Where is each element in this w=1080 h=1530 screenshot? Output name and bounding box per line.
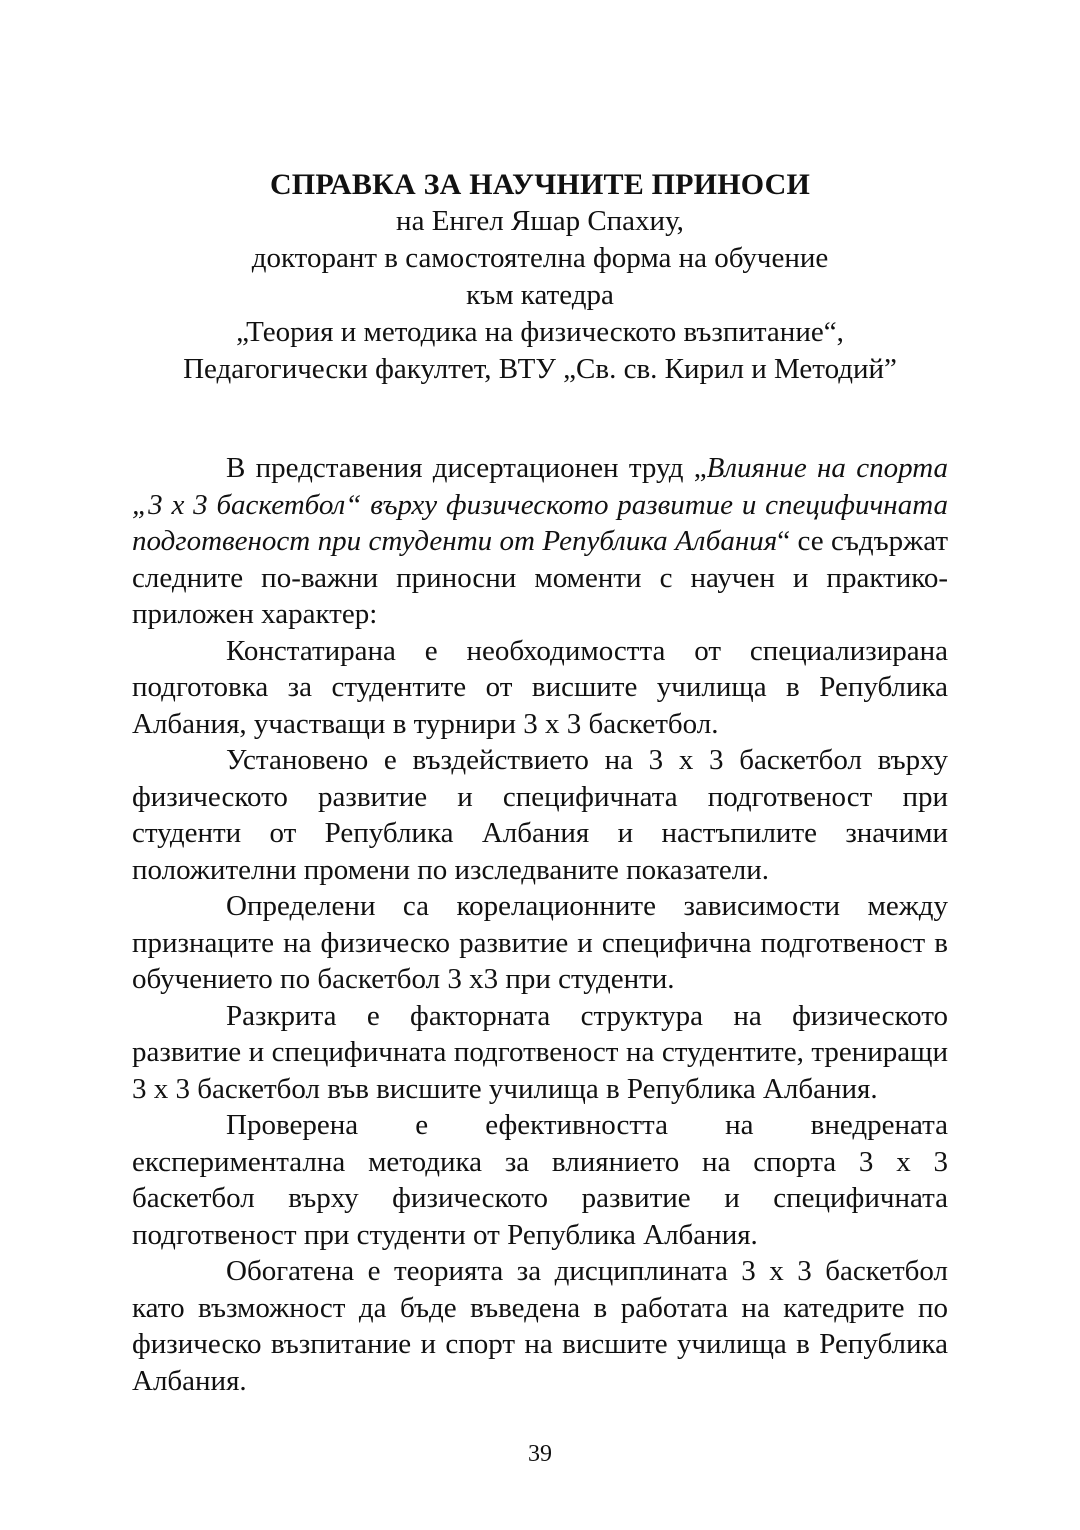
department-label-line: към катедра: [466, 279, 614, 311]
document-body: [132, 450, 948, 1399]
intro-tail: “ се съдържат следните по-важни приносни моменти с научен и практико-приложен характер:: [132, 525, 948, 630]
intro-lead: В представения дисертационен труд „: [226, 452, 707, 484]
contribution-paragraph: Разкрита е факторната структура на физическото развитие и специфичната подготвеност на студентите, трениращи 3 х 3 баскетбол във висшите училища в Република Албания.: [132, 999, 948, 1105]
contribution-paragraph: Констатирана е необходимостта от специализирана подготовка за студентите от висшите училища в Република Албания, участващи в турнири 3 х 3 баскетбол.: [132, 634, 948, 740]
contribution-paragraph: Проверена е ефективността на внедрената експериментална методика за влиянието на спорта 3 х 3 баскетбол върху физическото развитие и специфичната подготвеност при студенти от Република Албания.: [132, 1109, 948, 1251]
dissertation-title: Влияние на спорта „3 х 3 баскетбол“ върху физическото развитие и специфичната подготвеност при студенти от Република Албания: [132, 452, 948, 557]
page-number: 39: [528, 1441, 552, 1467]
author-line: на Енгел Яшар Спахиу,: [396, 205, 684, 237]
contribution-paragraph: Установено е въздействието на 3 х 3 баскетбол върху физическото развитие и специфичната подготвеност при студенти от Република Албания и настъпилите значими положителни промени по изследваните показатели.: [132, 744, 948, 886]
intro-paragraph: [132, 450, 948, 633]
department-name-line: „Теория и методика на физическото възпитание“,: [236, 316, 844, 348]
contribution-paragraph: Определени са корелационните зависимости между признаците на физическо развитие и специфична подготвеност в обучението по баскетбол 3 х3 при студенти.: [132, 890, 948, 995]
contribution-paragraph: Обогатена е теорията за дисциплината 3 х 3 баскетбол като възможност да бъде въведена в работата на катедрите по физическо възпитание и спорт на висшите училища в Република Албания.: [132, 1255, 948, 1397]
doctorate-form-line: докторант в самостоятелна форма на обучение: [251, 242, 829, 274]
document-header: [120, 166, 960, 388]
document-title: СПРАВКА ЗА НАУЧНИТЕ ПРИНОСИ: [269, 168, 811, 201]
faculty-university-line: Педагогически факултет, ВТУ „Св. св. Кирил и Методий”: [183, 353, 897, 385]
